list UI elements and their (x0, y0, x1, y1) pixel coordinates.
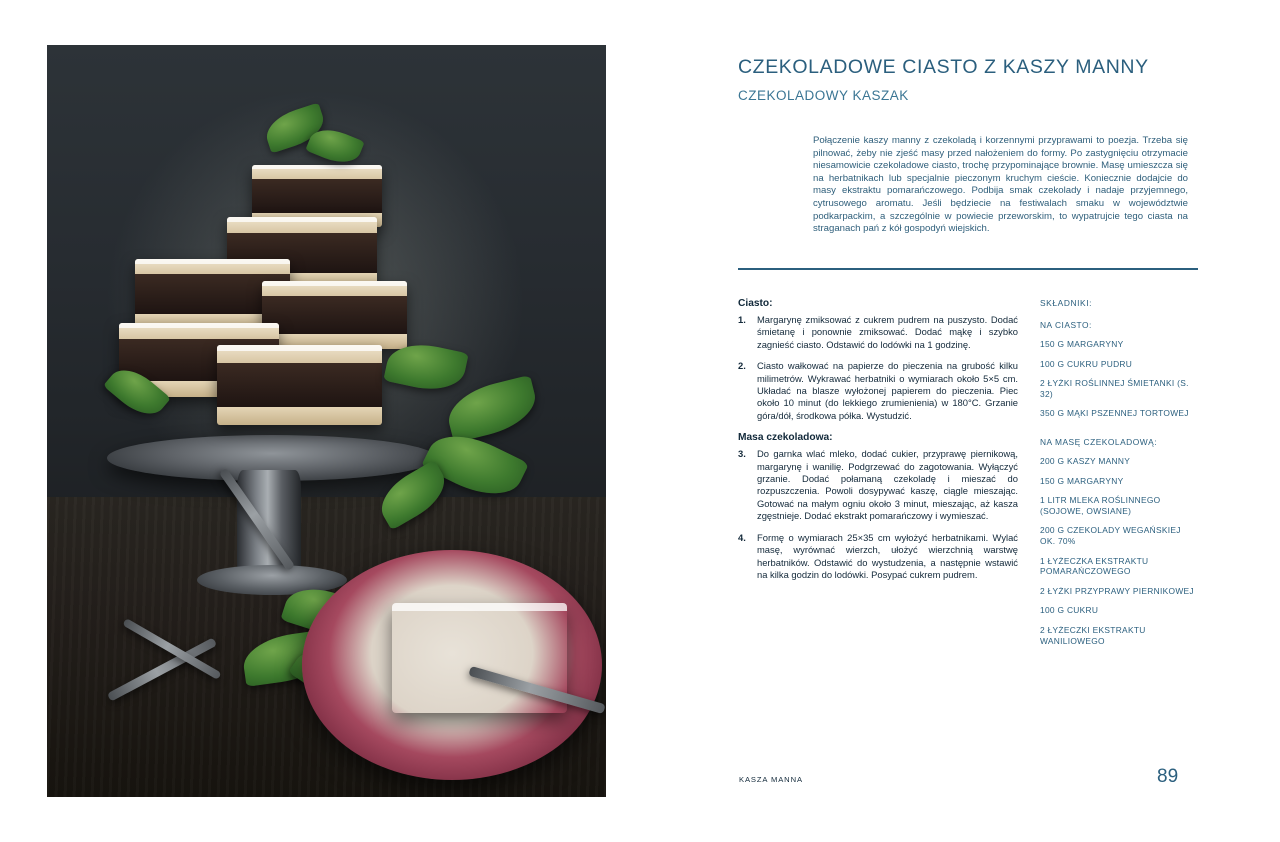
steps-list-dough (738, 314, 1018, 422)
recipe-header-block (738, 56, 1198, 236)
step-item (738, 314, 1018, 351)
ingredient-item: 150 G MARGARYNY (1040, 475, 1124, 486)
step-item (738, 448, 1018, 522)
step-number: 3. (738, 448, 746, 460)
ingredients-group-title-chocolate-mass: NA MASĘ CZEKOLADOWĄ: (1040, 436, 1158, 447)
steps-list-chocolate-mass (738, 448, 1018, 581)
divider-rule (738, 268, 1198, 270)
ingredients-list-dough (1040, 339, 1198, 419)
step-number: 2. (738, 360, 746, 372)
step-number: 4. (738, 531, 746, 543)
step-item (738, 360, 1018, 422)
ingredient-item: 1 ŁYŻECZKA EKSTRAKTU POMARAŃCZOWEGO (1040, 555, 1149, 577)
ingredient-item: 350 G MĄKI PSZENNEJ TORTOWEJ (1040, 408, 1189, 419)
ingredient-item: 100 G CUKRU (1040, 605, 1099, 616)
ingredients-group-title-dough: NA CIASTO: (1040, 320, 1092, 330)
ingredient-item: 1 LITR MLEKA ROŚLINNEGO (SOJOWE, OWSIANE) (1040, 495, 1161, 516)
step-text: Margarynę zmiksować z cukrem pudrem na puszysto. Dodać śmietanę i ponownie zmiksować. Dodać mąkę i szybko zagnieść ciasto. Odstawić do lodówki na 1 godzinę. (757, 314, 1018, 350)
section-heading-chocolate-mass: Masa czekoladowa: (738, 432, 833, 444)
step-item (738, 532, 1018, 582)
recipe-steps-column (738, 298, 1018, 655)
step-text: Ciasto wałkować na papierze do pieczenia na grubość kilku milimetrów. Wykrawać herbatniki o wymiarach około 5×5 cm. Układać na blasze wyłożonej papierem do pieczenia. Piec około 10 minut (do lekkiego zrumienienia) w 180°C. Grzanie góra/dół, środkowa półka. Wystudzić. (757, 360, 1018, 421)
chapter-label: KASZA MANNA (739, 775, 803, 784)
ingredient-item: 2 ŁYŻKI ROŚLINNEJ ŚMIETANKI (S. 32) (1040, 378, 1189, 399)
ingredient-item: 2 ŁYŻKI PRZYPRAWY PIERNIKOWEJ (1040, 585, 1194, 596)
ingredients-column (1040, 298, 1198, 655)
step-text: Do garnka wlać mleko, dodać cukier, przyprawę piernikową, margarynę i wanilię. Podgrzewać do zagotowania. Wyłączyć grzanie. Dodać połamaną czekoladę i mieszać do rozpuszczenia. Powoli dosypywać kaszę, ciągle mieszając. Gotować na małym ogniu około 3 minut, mieszając, aż kasza zgęstnieje. Dodać ekstrakt pomarańczowy i wymieszać. (757, 448, 1018, 522)
ingredient-item: 150 G MARGARYNY (1040, 339, 1124, 349)
recipe-subtitle: CZEKOLADOWY KASZAK (738, 88, 909, 103)
recipe-intro-paragraph: Połączenie kaszy manny z czekoladą i korzennymi przyprawami to poezja. Trzeba się pilnować, żeby nie zjeść masy przed nałożeniem do formy. Po zastygnięciu otrzymacie niesamowicie czekoladowe ciasto, trochę przypominające brownie. Masę umieszcza się na herbatnikach lub specjalnie pieczonym kruchym cieście. Koniecznie dodajcie do masy ekstraktu pomarańczowego. Podbija smak czekolady i nadaje przyjemnego, cytrusowego aromatu. Jeśli będziecie na festiwalach smaku w województwie podkarpackim, a szczególnie w powiecie przeworskim, to wypatrujcie tego ciasta na straganach pań z kół gospodyń wiejskich. (813, 135, 1188, 235)
step-number: 1. (738, 314, 746, 325)
ingredient-item: 200 G KASZY MANNY (1040, 455, 1131, 466)
ingredient-item: 200 G CZEKOLADY WEGAŃSKIEJ OK. 70% (1040, 525, 1181, 546)
ingredient-item: 100 G CUKRU PUDRU (1040, 358, 1133, 369)
ingredients-header: SKŁADNIKI: (1040, 298, 1093, 308)
ingredient-item: 2 ŁYŻECZKI EKSTRAKTU WANILIOWEGO (1040, 624, 1146, 646)
recipe-title: CZEKOLADOWE CIASTO Z KASZY MANNY (738, 56, 1149, 78)
recipe-photo (47, 45, 606, 797)
recipe-body (738, 298, 1198, 655)
photo-cake-slice (262, 281, 407, 349)
page-number: 89 (1157, 766, 1179, 787)
step-text: Formę o wymiarach 25×35 cm wyłożyć herbatnikami. Wylać masę, wyrównać wierzch, ułożyć wierzchnią warstwę herbatników. Odstawić do wystudzenia, a następnie wstawić na kilka godzin do lodówki. Posypać cukrem pudrem. (757, 531, 1018, 580)
ingredients-list-chocolate-mass (1040, 456, 1198, 646)
photo-cake-slice (217, 345, 382, 425)
section-heading-dough: Ciasto: (738, 298, 773, 309)
